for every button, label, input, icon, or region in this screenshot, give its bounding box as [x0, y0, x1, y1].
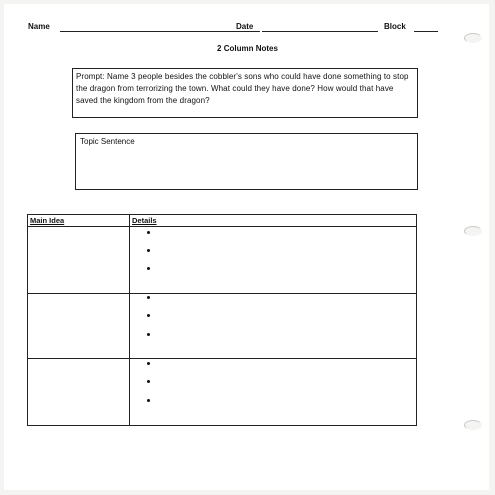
- topic-sentence-box[interactable]: [75, 133, 418, 190]
- detail-bullet: [147, 314, 150, 317]
- detail-bullet: [147, 399, 150, 402]
- block-label: Block: [384, 22, 406, 31]
- row-divider: [28, 293, 416, 294]
- two-column-notes-table: [27, 214, 417, 426]
- prompt-text: Prompt: Name 3 people besides the cobbler's sons who could have done something to stop the dragon from terrorizing the town. What could they have done? How would that have saved the kingdom from the dragon?: [76, 72, 409, 105]
- detail-bullet: [147, 333, 150, 336]
- row-divider: [28, 358, 416, 359]
- date-line[interactable]: [262, 31, 378, 32]
- name-line[interactable]: [60, 31, 260, 32]
- main-idea-header: Main Idea: [30, 216, 65, 225]
- detail-bullet: [147, 267, 150, 270]
- prompt-box: [72, 68, 418, 118]
- main-idea-cell[interactable]: [28, 360, 128, 424]
- detail-bullet: [147, 362, 150, 365]
- detail-bullet: [147, 380, 150, 383]
- detail-bullet: [147, 231, 150, 234]
- binder-hole-top: [464, 33, 482, 43]
- main-idea-cell[interactable]: [28, 295, 128, 357]
- name-label: Name: [28, 22, 50, 31]
- detail-bullet: [147, 249, 150, 252]
- details-header: Details: [132, 216, 157, 225]
- student-info-header: [28, 22, 440, 34]
- detail-bullet: [147, 296, 150, 299]
- page-title: 2 Column Notes: [217, 44, 278, 53]
- date-label: Date: [236, 22, 254, 31]
- topic-sentence-label: Topic Sentence: [80, 137, 135, 146]
- header-divider: [28, 226, 416, 227]
- main-idea-cell[interactable]: [28, 228, 128, 292]
- block-line[interactable]: [414, 31, 438, 32]
- binder-hole-bottom: [464, 420, 482, 430]
- binder-hole-middle: [464, 226, 482, 236]
- column-divider: [129, 215, 130, 425]
